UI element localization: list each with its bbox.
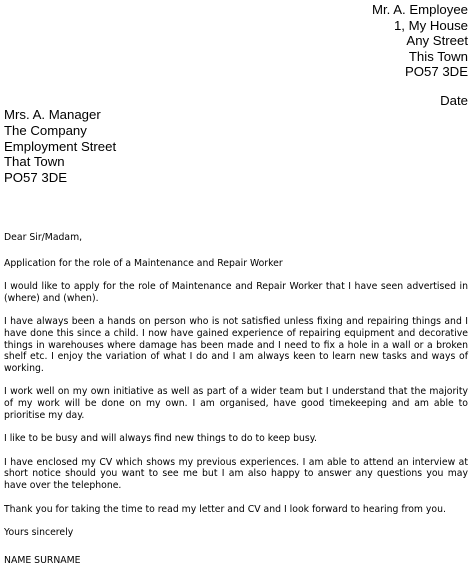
sender-postcode: PO57 3DE	[404, 64, 468, 79]
letter-paragraph: I work well on my own initiative as well as part of a wider team but I understand that the majority of my work will be done on my own. I am organised, have good timekeeping and am able to prioritise my day.	[4, 386, 468, 421]
letter-subject: Application for the role of a Maintenance and Repair Worker	[4, 257, 283, 269]
letter-paragraph: I have enclosed my CV which shows my previous experiences. I am able to attend an interview at short notice should you want to see me but I am also happy to answer any questions you may have over the telephone.	[4, 456, 468, 491]
letter-signature: NAME SURNAME	[4, 554, 81, 566]
letter-closing: Yours sincerely	[4, 527, 74, 539]
letter-paragraph: Thank you for taking the time to read my letter and CV and I look forward to hearing from you.	[4, 503, 446, 515]
recipient-address	[4, 107, 116, 186]
sender-address-line-1: 1, My House	[393, 17, 468, 33]
recipient-postcode: PO57 3DE	[4, 170, 68, 186]
recipient-street: Employment Street	[4, 138, 117, 154]
recipient-town: That Town	[4, 154, 65, 170]
sender-name: Mr. A. Employee	[371, 2, 468, 17]
letter-date: Date	[440, 93, 468, 108]
letter-paragraph: I have always been a hands on person who is not satisfied unless fixing and repairing things and I have done this since a child. I now have gained experience of repairing equipment and decorative things in warehouses where damage has been made and I need to fix a hole in a wall or a broken shelf etc. I enjoy the variation of what I do and I am always keen to learn new tasks and ways of working.	[4, 316, 468, 374]
letter-paragraph: I would like to apply for the role of Maintenance and Repair Worker that I have seen advertised in (where) and (when).	[4, 281, 468, 304]
letter-paragraph: I like to be busy and will always find new things to do to keep busy.	[4, 433, 317, 445]
recipient-name: Mrs. A. Manager	[4, 107, 101, 122]
letter-greeting: Dear Sir/Madam,	[4, 232, 83, 243]
sender-address	[372, 2, 468, 80]
sender-town: This Town	[408, 48, 468, 64]
recipient-company: The Company	[4, 122, 87, 138]
letter-body	[4, 232, 468, 566]
sender-address-line-2: Any Street	[406, 33, 468, 48]
